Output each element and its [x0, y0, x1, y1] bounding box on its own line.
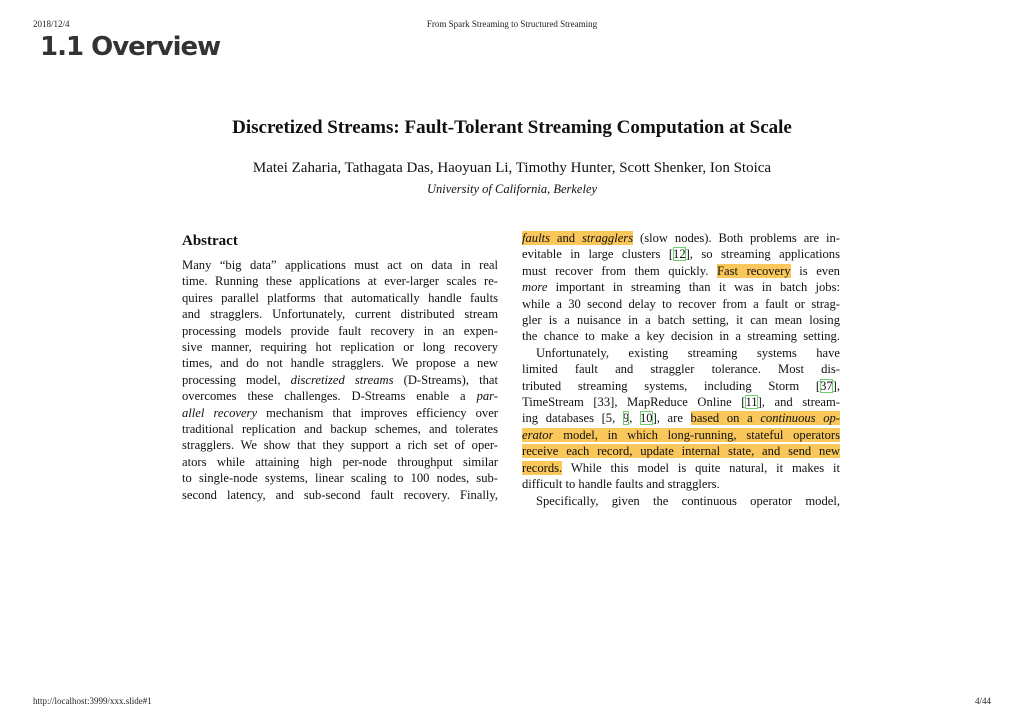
highlight-segment: records.: [522, 460, 563, 475]
text-segment: is even: [790, 263, 840, 278]
highlight-fast-recovery: Fast recovery: [716, 263, 791, 278]
citation-link[interactable]: 9: [622, 411, 630, 426]
abstract-heading: Abstract: [182, 233, 238, 249]
text-segment: ],: [832, 378, 840, 393]
text-line: difficult to handle faults and stragglers.: [522, 477, 720, 492]
text-line: [522, 410, 840, 426]
text-segment: While this model is quite natural, it makes it: [562, 460, 840, 475]
text-line: the chance to make a key decision in a streaming setting.: [522, 329, 840, 344]
text-line: times, and do not handle stragglers. We propose a new: [182, 356, 498, 371]
text-line: second latency, and sub-second fault recovery. Finally,: [182, 487, 498, 502]
text-segment: (slow nodes). Both problems are in-: [633, 231, 840, 245]
text-line: ators while attaining high per-node throughput similar: [182, 454, 498, 469]
highlight-segment: based on a: [690, 411, 761, 426]
text-line: quires parallel platforms that automatically handle faults: [182, 290, 498, 305]
emphasis-discretized-streams: discretized streams: [290, 372, 394, 387]
abstract-text: [182, 257, 498, 503]
text-segment: (D-Streams), that: [393, 372, 498, 387]
text-segment: mechanism that improves efficiency over: [257, 405, 498, 420]
text-line: processing models provide fault recovery in an expen-: [182, 323, 498, 338]
emphasis-more: more: [522, 280, 548, 295]
text-line: time. Running these applications at ever-larger scales re-: [182, 274, 498, 289]
text-segment: ing databases [5,: [522, 411, 623, 426]
text-line: [182, 388, 498, 404]
citation-link[interactable]: 37: [820, 378, 833, 393]
text-line: [522, 230, 840, 246]
text-line: to single-node systems, linear scaling to 100 nodes, sub-: [182, 471, 498, 486]
highlight-segment: receive each record, update internal state, and send new: [522, 444, 840, 459]
text-line: traditional replication and backup schemes, and tolerates: [182, 422, 498, 437]
text-segment: TimeStream [33], MapReduce Online [: [522, 395, 746, 410]
text-segment: important in streaming than it was in batch jobs:: [547, 280, 840, 295]
highlight-and: and: [550, 231, 583, 245]
text-segment: ,: [629, 411, 640, 426]
abstract-column: [182, 230, 498, 509]
text-line: and stragglers. Unfortunately, current distributed stream: [182, 307, 498, 322]
text-segment: ], and stream-: [757, 395, 840, 410]
text-line: [522, 394, 840, 410]
text-line: Unfortunately, existing streaming systems have: [536, 345, 840, 360]
print-document-title: From Spark Streaming to Structured Streaming: [426, 19, 598, 29]
text-segment: evitable in large clusters [: [522, 247, 674, 262]
text-line: [522, 246, 840, 262]
emphasis-parallel-recovery: allel recovery: [182, 405, 258, 420]
slide-heading: 1.1 Overview: [40, 32, 221, 62]
print-date: 2018/12/4: [33, 19, 70, 29]
highlight-segment: model, in which long-running, stateful operators: [553, 427, 840, 442]
text-segment: overcomes these challenges. D-Streams enable a: [182, 389, 477, 404]
text-line: sive manner, requiring hot replication or long recovery: [182, 340, 498, 355]
text-line: gler is a nuisance in a batch setting, it can mean losing: [522, 313, 840, 328]
text-line: Many “big data” applications must act on data in real: [182, 258, 498, 272]
text-line: [182, 405, 498, 421]
citation-link[interactable]: 11: [745, 395, 758, 410]
paper-title: Discretized Streams: Fault-Tolerant Streaming Computation at Scale: [232, 117, 792, 138]
text-line: [522, 443, 840, 459]
body-column: [522, 230, 840, 509]
text-line: stragglers. We show that they support a rich set of oper-: [182, 438, 498, 453]
highlight-stragglers: stragglers: [582, 231, 634, 245]
text-segment: ], so streaming applications: [685, 247, 840, 262]
body-text: [522, 230, 840, 509]
text-line: [182, 372, 498, 388]
text-line: [522, 263, 840, 279]
print-page-number: 4/44: [974, 696, 991, 706]
text-segment: ], are: [652, 411, 691, 426]
text-line: limited fault and straggler tolerance. Most dis-: [522, 362, 840, 377]
citation-link[interactable]: 10: [639, 411, 653, 426]
highlight-faults: faults: [522, 231, 550, 245]
print-url: http://localhost:3999/xxx.slide#1: [33, 696, 152, 706]
text-line: Specifically, given the continuous operator model,: [536, 493, 840, 508]
text-segment: tributed streaming systems, including Storm [: [522, 378, 821, 393]
highlight-continuous-operator: continuous op-: [760, 411, 840, 426]
text-line: [522, 427, 840, 443]
text-segment: must recover from them quickly.: [522, 263, 717, 278]
paper-affiliation: University of California, Berkeley: [426, 182, 598, 196]
paper-authors: Matei Zaharia, Tathagata Das, Haoyuan Li, Timothy Hunter, Scott Shenker, Ion Stoica: [252, 160, 772, 176]
citation-link[interactable]: 12: [673, 247, 686, 262]
emphasis-parallel-recovery: par-: [476, 389, 498, 404]
text-line: [522, 279, 840, 295]
text-line: [522, 460, 840, 476]
text-line: [522, 378, 840, 394]
highlight-continuous-operator: erator: [522, 427, 554, 442]
text-line: while a 30 second delay to recover from a fault or strag-: [522, 296, 840, 311]
text-segment: processing model,: [182, 372, 291, 387]
